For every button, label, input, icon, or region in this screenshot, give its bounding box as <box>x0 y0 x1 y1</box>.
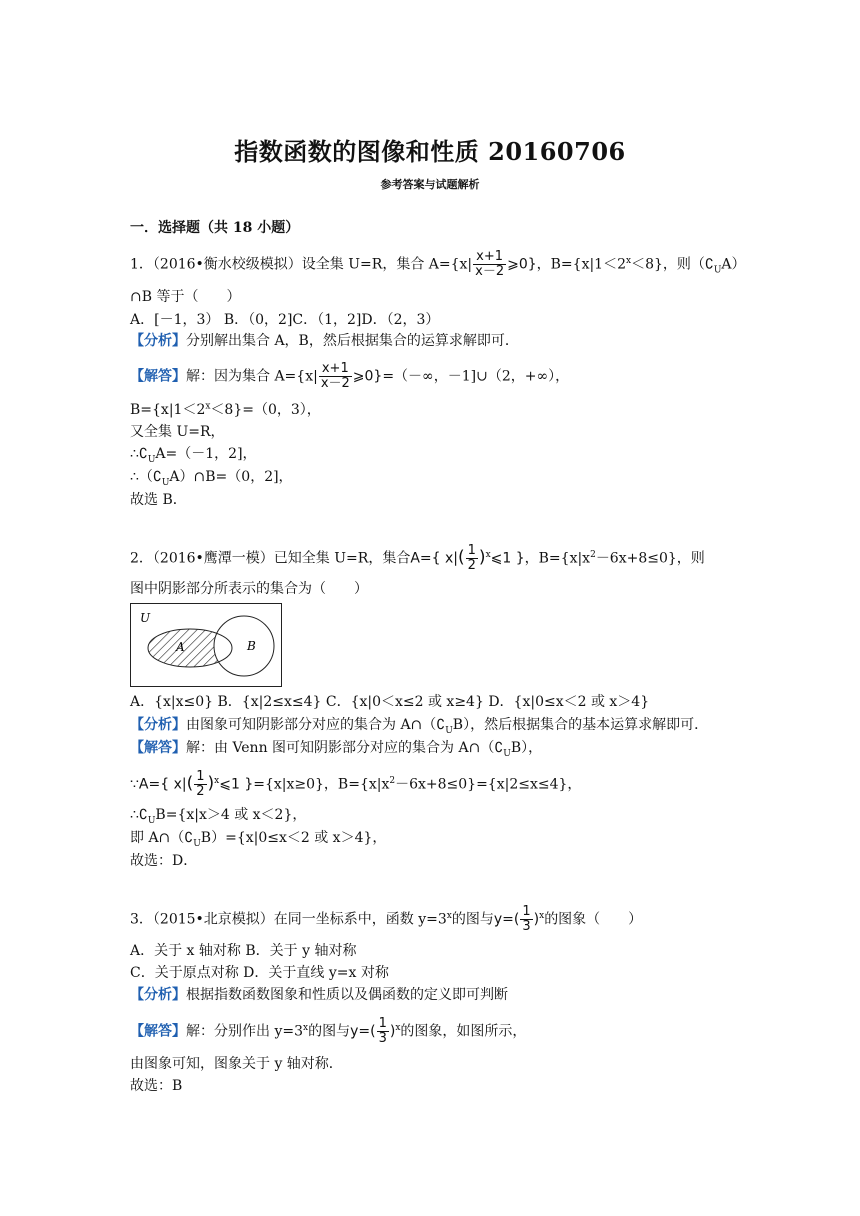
q3-answer-third-fraction: $\frac{1}{3}$ <box>378 1016 387 1046</box>
q1-line-b: $B=\{x|1<2^x<8\}=(0$，3）， <box>130 401 321 418</box>
q3-stem: 3．（2015•北京模拟）在同一坐标系中，函数 $y=3^x$的图与y=( $\frac{1}{3}$ )$^x$的图象（ ） <box>130 904 643 934</box>
q3-choose: 故选：B <box>130 1078 183 1094</box>
venn-label-b: B <box>247 639 256 653</box>
q1-options: A．[－1，3） B．（0，2]C．（1，2]D．（2，3） <box>130 312 440 328</box>
q3-third-fraction: $\frac{1}{3}$ <box>522 904 531 934</box>
q3-line-b: 由图象可知，图象关于 y 轴对称． <box>130 1056 343 1072</box>
venn-label-a: A <box>176 640 185 654</box>
q3-analysis: 【分析】根据指数函数图象和性质以及偶函数的定义即可判断 <box>130 987 508 1003</box>
q3-answer: 【解答】解：分别作出 $y=3^x$的图与y=( $\frac{1}{3}$ )$^x$的图象，如图所示， <box>130 1016 527 1046</box>
document-title: 指数函数的图像和性质 20160706 <box>234 137 626 166</box>
section-heading: 一．选择题（共 18 小题） <box>130 220 300 236</box>
q2-stem-line2: 图中阴影部分所表示的集合为（ ） <box>130 581 368 597</box>
q1-line-u: 又全集 U=R， <box>130 424 225 440</box>
q3-options-2: C．关于原点对称 D．关于直线 y=x 对称 <box>130 965 389 981</box>
q2-options: A．{x|x≤0} B．{x|2≤x≤4} C．{x|0＜x≤2 或 x≥4} D．{x|0≤x＜2 或 x＞4} <box>130 694 650 710</box>
q1-stem: 1．（2016•衡水校级模拟）设全集 U=R，集合 A={x| $\frac{x+1}{x-2}$ ⩾0}，$B=\{x|1<2^x<8\}$，则$(∁_UA)$ <box>130 249 746 279</box>
q3-options-1: A．关于 x 轴对称 B．关于 y 轴对称 <box>130 943 357 959</box>
q1-analysis: 【分析】分别解出集合 A，B，然后根据集合的运算求解即可． <box>130 333 519 349</box>
q1-stem-line2: ∩B 等于（ ） <box>130 289 241 305</box>
q2-line-e: 即 $A\cap(∁_UB)=\{x|0\le x<2$ 或 x＞4}， <box>130 830 387 849</box>
q2-stem: 2．（2016•鹰潭一模）已知全集 U=R，集合A={ x|( $\frac{1}{2}$ )$^x$⩽1 }，$B=\{x|x^2-6x+8\le 0\}$，则 <box>130 543 705 573</box>
q2-half-fraction: $\frac{1}{2}$ <box>467 543 476 573</box>
q1-answer-fraction: $\frac{x+1}{x-2}$ <box>320 361 350 391</box>
venn-diagram <box>130 603 282 687</box>
q1-choose: 故选 B． <box>130 492 187 508</box>
q2-answer-half-fraction: $\frac{1}{2}$ <box>196 769 205 799</box>
q1-line-cap: $\therefore(∁_UA)\cap B=(0$，2]， <box>130 469 293 488</box>
q1-answer: 【解答】解：因为集合 A={x| $\frac{x+1}{x-2}$ ⩾0}=（－∞，－1]∪（2，+∞）， <box>130 361 570 391</box>
answer-tag: 【解答】 <box>130 368 186 385</box>
q2-choose: 故选：D． <box>130 853 198 869</box>
q2-answer: 【解答】解：由 Venn 图可知阴影部分对应的集合为 $A\cap(∁_UB)$， <box>130 740 543 759</box>
q2-line-c: ∵A={ x|( $\frac{1}{2}$ )$^x$⩽1 }={x|x≥0}，$B=\{x|x^2-6x+8\le 0\}=\{x|2\le x\le 4\}$， <box>130 769 582 799</box>
q1-line-cu: $\therefore∁_UA=(-1$，2]， <box>130 446 257 465</box>
q1-fraction: $\frac{x+1}{x-2}$ <box>475 249 505 279</box>
document-subtitle: 参考答案与试题解析 <box>380 178 480 191</box>
analysis-tag: 【分析】 <box>130 333 186 349</box>
q2-analysis: 【分析】由图象可知阴影部分对应的集合为 $A\cap(∁_UB)$，然后根据集合的基本运算求解即可． <box>130 717 709 736</box>
venn-label-u: U <box>140 611 151 625</box>
q2-line-d: $\therefore∁_UB=\{x|x>4$ 或 x＜2}， <box>130 807 307 826</box>
